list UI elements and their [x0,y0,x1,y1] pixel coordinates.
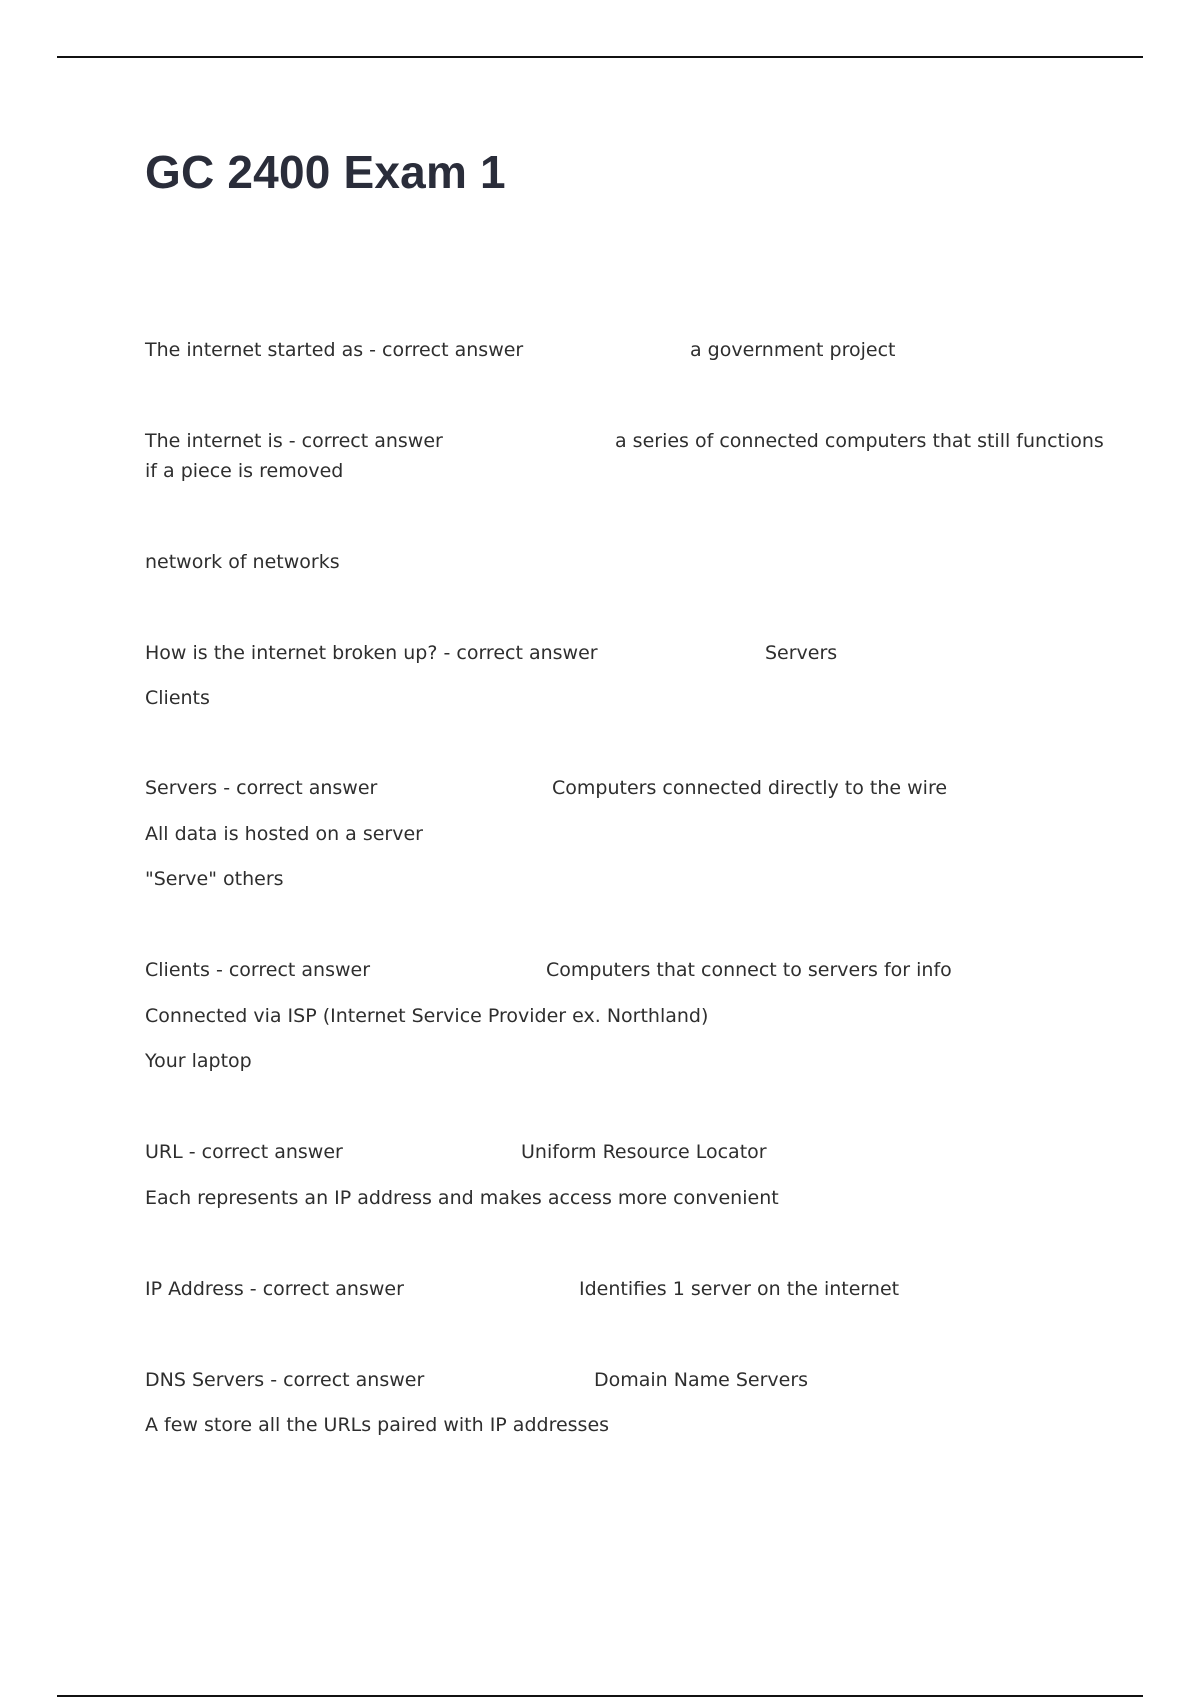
card-answer-line: A few store all the URLs paired with IP addresses [145,1414,610,1436]
card-answer-4: Computers connected directly to the wire [552,777,948,799]
card-answer-line: All data is hosted on a server [145,823,423,845]
card-answer-1: a government project [690,339,896,361]
card-question-5: Clients - correct answer Computers that connect to servers for info [145,955,370,985]
top-rule [57,56,1143,58]
card-answer-8: Domain Name Servers [594,1369,809,1391]
card-question-8: DNS Servers - correct answer Domain Name Servers [145,1365,424,1395]
card-answer-6: Uniform Resource Locator [521,1141,767,1163]
card-answer-5: Computers that connect to servers for info [546,959,952,981]
card-answer-line: Clients [145,687,210,709]
card-answer-line: Each represents an IP address and makes access more convenient [145,1187,779,1209]
card-answer-line: network of networks [145,551,340,573]
card-answer-2: a series of connected computers that still functions [615,430,1104,452]
card-answer-7: Identifies 1 server on the internet [579,1278,900,1300]
card-question-4: Servers - correct answer Computers connected directly to the wire [145,773,377,803]
card-answer-3: Servers [765,642,838,664]
card-question-6: URL - correct answer Uniform Resource Locator [145,1137,343,1167]
document-title: GC 2400 Exam 1 [145,146,506,198]
card-question-1: The internet started as - correct answer a government project [145,335,523,365]
card-question-7: IP Address - correct answer Identifies 1 server on the internet [145,1274,404,1304]
card-question-3: How is the internet broken up? - correct answer Servers [145,638,598,668]
bottom-rule [57,1695,1143,1697]
card-answer-line: "Serve" others [145,868,284,890]
card-answer-line: Connected via ISP (Internet Service Provider ex. Northland) [145,1005,709,1027]
card-answer-line: if a piece is removed [145,460,344,482]
card-question-2: The internet is - correct answer a series of connected computers that still functions [145,426,443,456]
card-answer-line: Your laptop [145,1050,252,1072]
